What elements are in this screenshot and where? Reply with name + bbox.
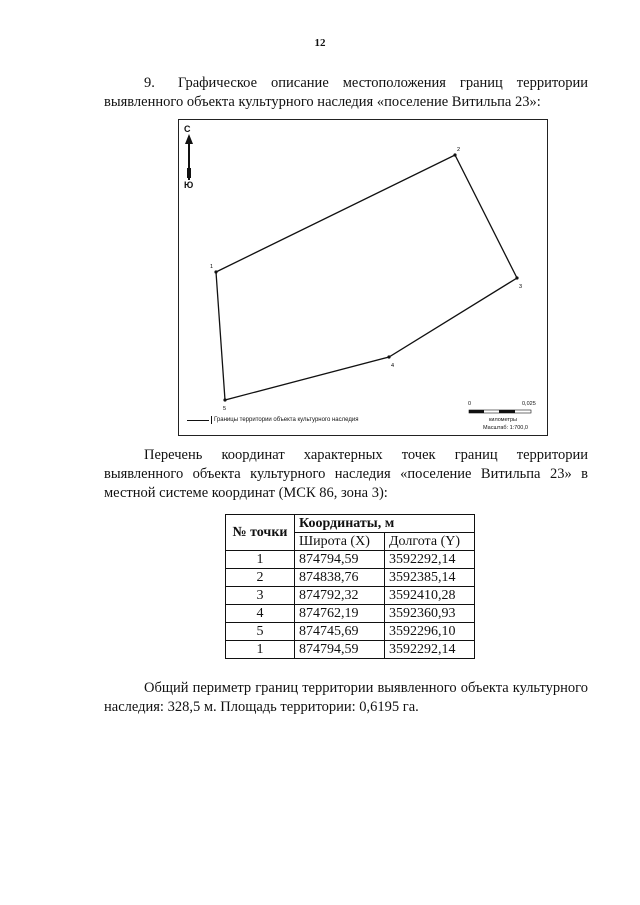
north-arrowhead-icon — [185, 134, 193, 144]
compass-north-label: С — [184, 124, 191, 134]
section-heading-text: Графическое описание местоположения границ территории выявленного объекта культурного наследия «поселение Витильпа 23»: — [104, 75, 588, 110]
boundary-polygon — [216, 155, 517, 400]
cell-point: 4 — [226, 605, 295, 623]
header-coordinates: Координаты, м — [295, 515, 475, 533]
scale-end-label: 0,025 — [522, 401, 536, 407]
cell-longitude: 3592410,28 — [385, 587, 475, 605]
vertex-point — [214, 270, 217, 273]
vertex-label: 3 — [519, 284, 523, 290]
vertex-point — [387, 355, 390, 358]
cell-longitude: 3592296,10 — [385, 623, 475, 641]
cell-latitude: 874794,59 — [295, 551, 385, 569]
legend-text: Границы территории объекта культурного наследия — [214, 417, 359, 423]
header-longitude: Долгота (Y) — [385, 533, 475, 551]
map-legend — [187, 416, 358, 424]
vertex-point — [515, 276, 518, 279]
cell-latitude: 874838,76 — [295, 569, 385, 587]
vertex-label: 5 — [223, 406, 227, 412]
scale-ratio-label: Масштаб: 1:700,0 — [483, 425, 528, 431]
table-header-row — [226, 515, 475, 533]
header-latitude: Широта (X) — [295, 533, 385, 551]
legend-line-icon — [187, 420, 209, 421]
cell-point: 1 — [226, 551, 295, 569]
table-row — [226, 587, 475, 605]
boundary-vertices — [210, 147, 522, 412]
vertex-label: 1 — [210, 264, 214, 270]
cell-point: 1 — [226, 641, 295, 659]
page-number: 12 — [314, 37, 326, 49]
cell-latitude: 874792,32 — [295, 587, 385, 605]
cell-point: 2 — [226, 569, 295, 587]
header-point-number: № точки — [226, 515, 295, 551]
table-row — [226, 569, 475, 587]
summary-paragraph: Общий периметр границ территории выявленного объекта культурного наследия: 328,5 м. Площадь территории: 0,6195 га. — [104, 680, 588, 715]
cell-point: 3 — [226, 587, 295, 605]
scale-unit-label: километры — [489, 417, 517, 423]
coordinates-table — [225, 514, 475, 659]
cell-longitude: 3592292,14 — [385, 551, 475, 569]
cell-latitude: 874762,19 — [295, 605, 385, 623]
table-row — [226, 551, 475, 569]
boundary-map — [178, 119, 548, 436]
coordinates-intro-paragraph: Перечень координат характерных точек границ территории выявленного объекта культурного наследия «поселение Витильпа 23» в местной системе координат (МСК 86, зона 3): — [104, 447, 588, 501]
cell-latitude: 874745,69 — [295, 623, 385, 641]
vertex-label: 4 — [391, 363, 395, 369]
vertex-point — [223, 398, 226, 401]
compass-south-label: Ю — [184, 180, 194, 190]
cell-longitude: 3592360,93 — [385, 605, 475, 623]
cell-latitude: 874794,59 — [295, 641, 385, 659]
vertex-label: 2 — [457, 147, 461, 153]
scale-zero-label: 0 — [468, 401, 472, 407]
section-number: 9. — [144, 75, 155, 91]
boundary-map-drawing — [179, 120, 547, 435]
table-row — [226, 605, 475, 623]
table-row — [226, 641, 475, 659]
table-row — [226, 623, 475, 641]
cell-point: 5 — [226, 623, 295, 641]
cell-longitude: 3592292,14 — [385, 641, 475, 659]
vertex-point — [453, 153, 456, 156]
section-heading — [104, 74, 588, 112]
cell-longitude: 3592385,14 — [385, 569, 475, 587]
